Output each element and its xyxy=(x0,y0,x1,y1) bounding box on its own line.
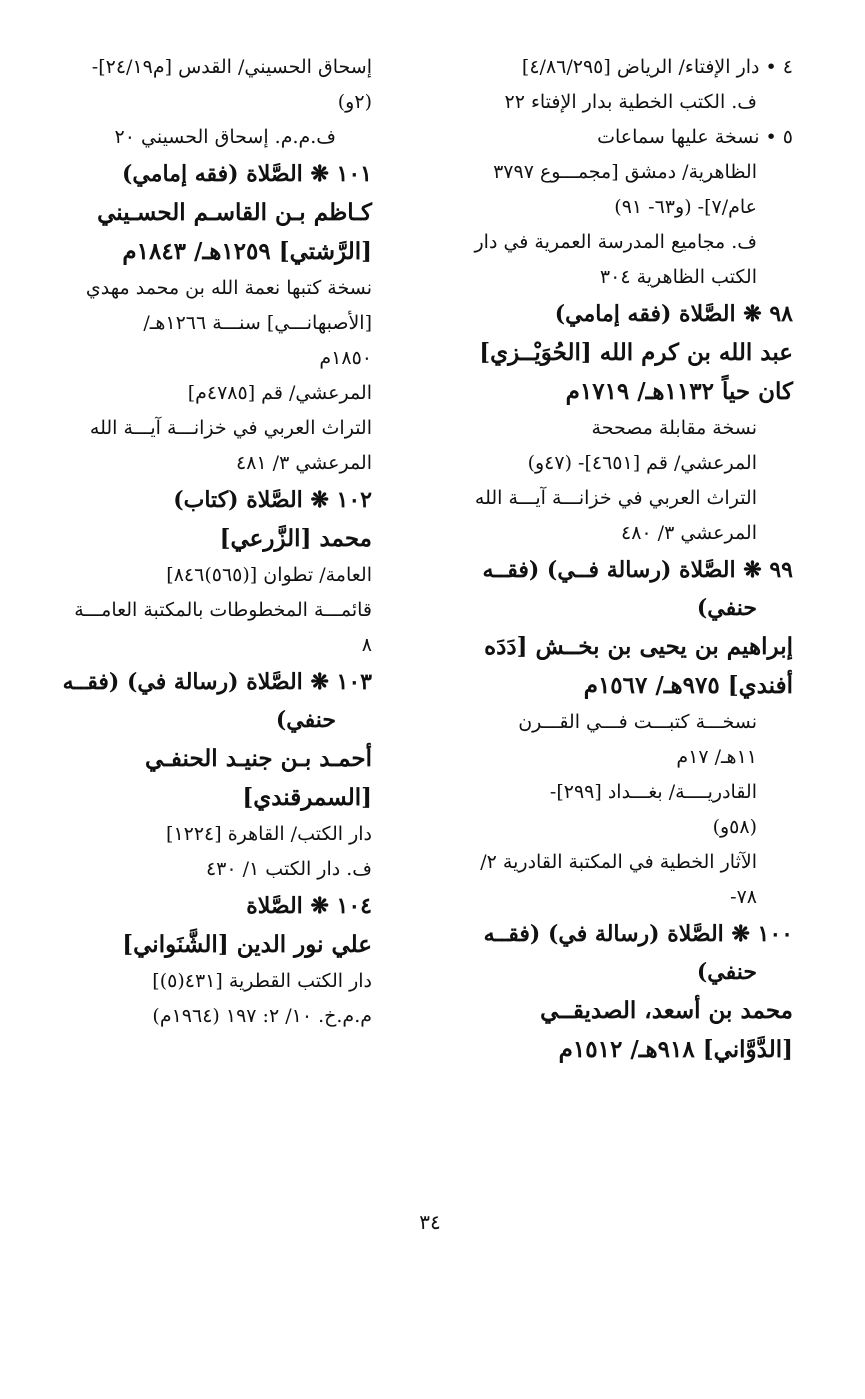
right-column-line: نسخة مقابلة مصححة xyxy=(591,417,757,439)
right-column-line: إبراهيم بن يحيى بن بخــش [دَدَه xyxy=(484,633,793,660)
right-column-line: ٧٨- xyxy=(730,886,757,908)
left-column-line: حنفي) xyxy=(275,707,336,733)
left-column-line: دار الكتب/ القاهرة [١٢٢٤] xyxy=(166,823,372,845)
right-column-line: الكتب الظاهرية ٣٠٤ xyxy=(599,266,757,288)
left-column-line: العامة/ تطوان [(٥٦٥)٨٤٦] xyxy=(166,564,372,586)
right-column-line: [الدَّوَّاني] ٩١٨هـ/ ١٥١٢م xyxy=(558,1036,793,1063)
left-column-line: [الأصبهانـــي] سنـــة ١٢٦٦هـ/ xyxy=(143,312,372,334)
right-column-line: التراث العربي في خزانـــة آيـــة الله xyxy=(474,487,757,509)
right-column-line: أفندي] ٩٧٥هـ/ ١٥٦٧م xyxy=(583,672,793,699)
left-column-line: التراث العربي في خزانـــة آيـــة الله xyxy=(89,417,372,439)
left-column-line: المرعشي/ قم [٤٧٨٥م] xyxy=(187,382,372,404)
page-number: ٣٤ xyxy=(419,1210,441,1234)
right-column-line: ١١هـ/ ١٧م xyxy=(676,746,757,768)
right-column-line: القادريــــة/ بغـــداد [٢٩٩]- xyxy=(549,781,757,803)
right-column-line: عام/٧]- (و٦٣- ٩١) xyxy=(614,196,757,218)
right-column-line: المرعشي/ قم [٤٦٥١]- (٤٧و) xyxy=(527,452,757,474)
left-column-line: ف. دار الكتب ١/ ٤٣٠ xyxy=(205,858,372,880)
left-column-line: علي نور الدين [الشَّنَواني] xyxy=(122,931,372,958)
right-column-line: حنفي) xyxy=(696,595,757,621)
right-column-line: ١٠٠ ❋ الصَّلاة (رسالة في) (فقــه xyxy=(483,921,793,947)
left-column xyxy=(60,50,372,1034)
left-column-line: ١٠٣ ❋ الصَّلاة (رسالة في) (فقــه xyxy=(62,669,372,695)
left-column-line: ٨ xyxy=(361,634,372,656)
right-column-line: المرعشي ٣/ ٤٨٠ xyxy=(621,522,757,544)
left-column-line: ف.م.م. إسحاق الحسيني ٢٠ xyxy=(114,126,336,148)
right-column-line: (٥٨و) xyxy=(712,816,757,838)
right-column-line: محمد بن أسعد، الصديقــي xyxy=(540,997,793,1024)
left-column-line: إسحاق الحسيني/ القدس [م٢٤/١٩]- xyxy=(91,56,372,78)
left-column-line: (٢و) xyxy=(337,91,372,113)
left-column-line: أحمـد بـن جنيـد الحنفـي xyxy=(144,745,372,772)
left-column-line: ١٠٢ ❋ الصَّلاة (كتاب) xyxy=(173,487,372,513)
right-column-line: ٩٩ ❋ الصَّلاة (رسالة فــي) (فقــه xyxy=(482,557,793,583)
right-column-line: ٤ • دار الإفتاء/ الرياض [٤/٨٦/٢٩٥] xyxy=(521,56,793,78)
right-column-line: الآثار الخطية في المكتبة القادرية ٢/ xyxy=(480,851,757,873)
left-column-line: محمد [الزَّرعي] xyxy=(219,525,372,552)
left-column-line: م.م.خ. ١٠/ ٢: ١٩٧ (١٩٦٤م) xyxy=(152,1005,372,1027)
right-column xyxy=(455,50,793,1069)
right-column-line: حنفي) xyxy=(696,959,757,985)
left-column-line: المرعشي ٣/ ٤٨١ xyxy=(236,452,372,474)
left-column-line: قائمـــة المخطوطات بالمكتبة العامـــة xyxy=(74,599,372,621)
right-column-line: ٩٨ ❋ الصَّلاة (فقه إمامي) xyxy=(554,301,793,327)
left-column-line: دار الكتب القطرية [٤٣١(٥)] xyxy=(152,970,372,992)
left-column-line: [الرَّشتي] ١٢٥٩هـ/ ١٨٤٣م xyxy=(122,238,372,265)
right-column-line: ف. الكتب الخطية بدار الإفتاء ٢٢ xyxy=(504,91,757,113)
left-column-line: كـاظم بـن القاسـم الحسـيني xyxy=(97,199,372,226)
right-column-line: الظاهرية/ دمشق [مجمـــوع ٣٧٩٧ xyxy=(493,161,757,183)
left-column-line: [السمرقندي] xyxy=(242,784,372,811)
left-column-line: ١٠٤ ❋ الصَّلاة xyxy=(246,893,372,919)
left-column-line: نسخة كتبها نعمة الله بن محمد مهدي xyxy=(85,277,372,299)
right-column-line: كان حياً ١١٣٢هـ/ ١٧١٩م xyxy=(565,378,793,405)
right-column-line: ٥ • نسخة عليها سماعات xyxy=(597,126,793,148)
right-column-line: عبد الله بن كرم الله [الحُوَيْــزي] xyxy=(479,339,793,366)
right-column-line: نسخـــة كتبـــت فـــي القـــرن xyxy=(518,711,757,733)
right-column-line: ف. مجاميع المدرسة العمرية في دار xyxy=(474,231,757,253)
left-column-line: ١٨٥٠م xyxy=(319,347,372,369)
left-column-line: ١٠١ ❋ الصَّلاة (فقه إمامي) xyxy=(121,161,372,187)
